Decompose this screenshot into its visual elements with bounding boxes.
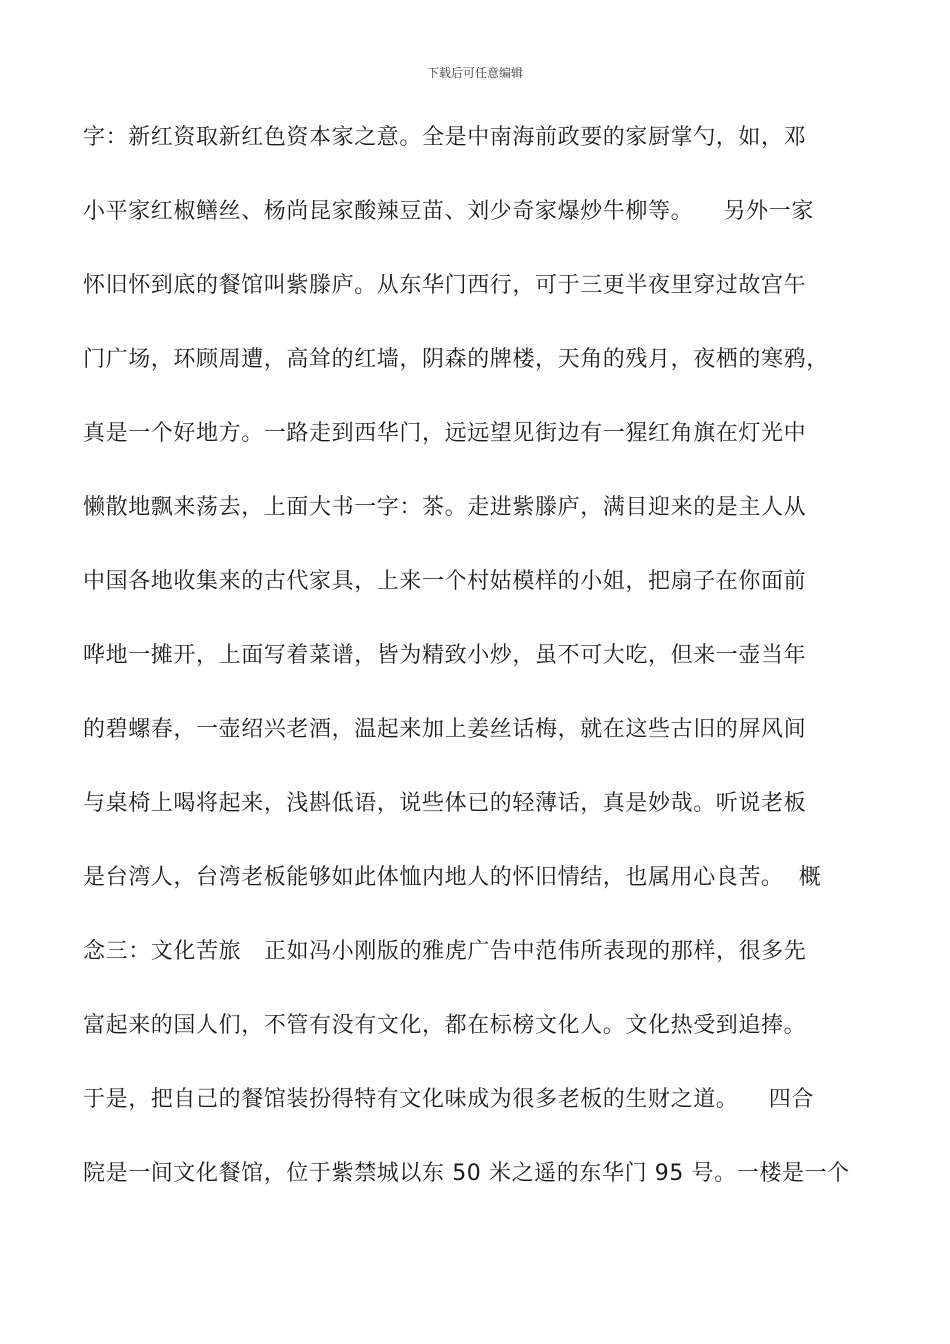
text-line: 与桌椅上喝将起来，浅斟低语，说些体已的轻薄话，真是妙哉。听说老板	[83, 791, 807, 816]
text-line: 中国各地收集来的古代家具，上来一个村姑模样的小姐，把扇子在你面前	[83, 569, 807, 594]
text-line: 怀旧怀到底的餐馆叫紫滕庐。从东华门西行，可于三更半夜里穿过故宫午	[83, 273, 807, 298]
text-line: 富起来的国人们，不管有没有文化，都在标榜文化人。文化热受到追捧。	[83, 1013, 807, 1038]
text-line: 懒散地飘来荡去，上面大书一字：茶。走进紫滕庐，满目迎来的是主人从	[83, 495, 807, 520]
text-line: 门广场，环顾周遭，高耸的红墙，阴森的牌楼，天角的残月，夜栖的寒鸦，	[83, 347, 829, 372]
text-line: 院是一间文化餐馆，位于紫禁城以东 50 米之遥的东华门 95 号。一楼是一个	[83, 1161, 850, 1186]
body-text	[83, 116, 873, 1226]
page-header: 下载后可任意编辑	[426, 66, 523, 80]
text-line: 的碧螺春，一壶绍兴老酒，温起来加上姜丝话梅，就在这些古旧的屏风间	[83, 717, 807, 742]
text-line: 小平家红椒鳝丝、杨尚昆家酸辣豆苗、刘少奇家爆炒牛柳等。 另外一家	[83, 199, 814, 224]
text-line: 真是一个好地方。一路走到西华门，远远望见街边有一猩红角旗在灯光中	[83, 421, 807, 446]
text-line: 是台湾人，台湾老板能够如此体恤内地人的怀旧情结，也属用心良苦。 概	[83, 865, 822, 890]
text-line: 哗地一摊开，上面写着菜谱，皆为精致小炒，虽不可大吃，但来一壶当年	[83, 643, 807, 668]
text-line: 于是，把自己的餐馆装扮得特有文化味成为很多老板的生财之道。 四合	[83, 1087, 814, 1112]
text-line: 字：新红资取新红色资本家之意。全是中南海前政要的家厨掌勺，如，邓	[83, 125, 807, 150]
text-line: 念三：文化苦旅 正如冯小刚版的雅虎广告中范伟所表现的那样，很多先	[83, 939, 807, 964]
